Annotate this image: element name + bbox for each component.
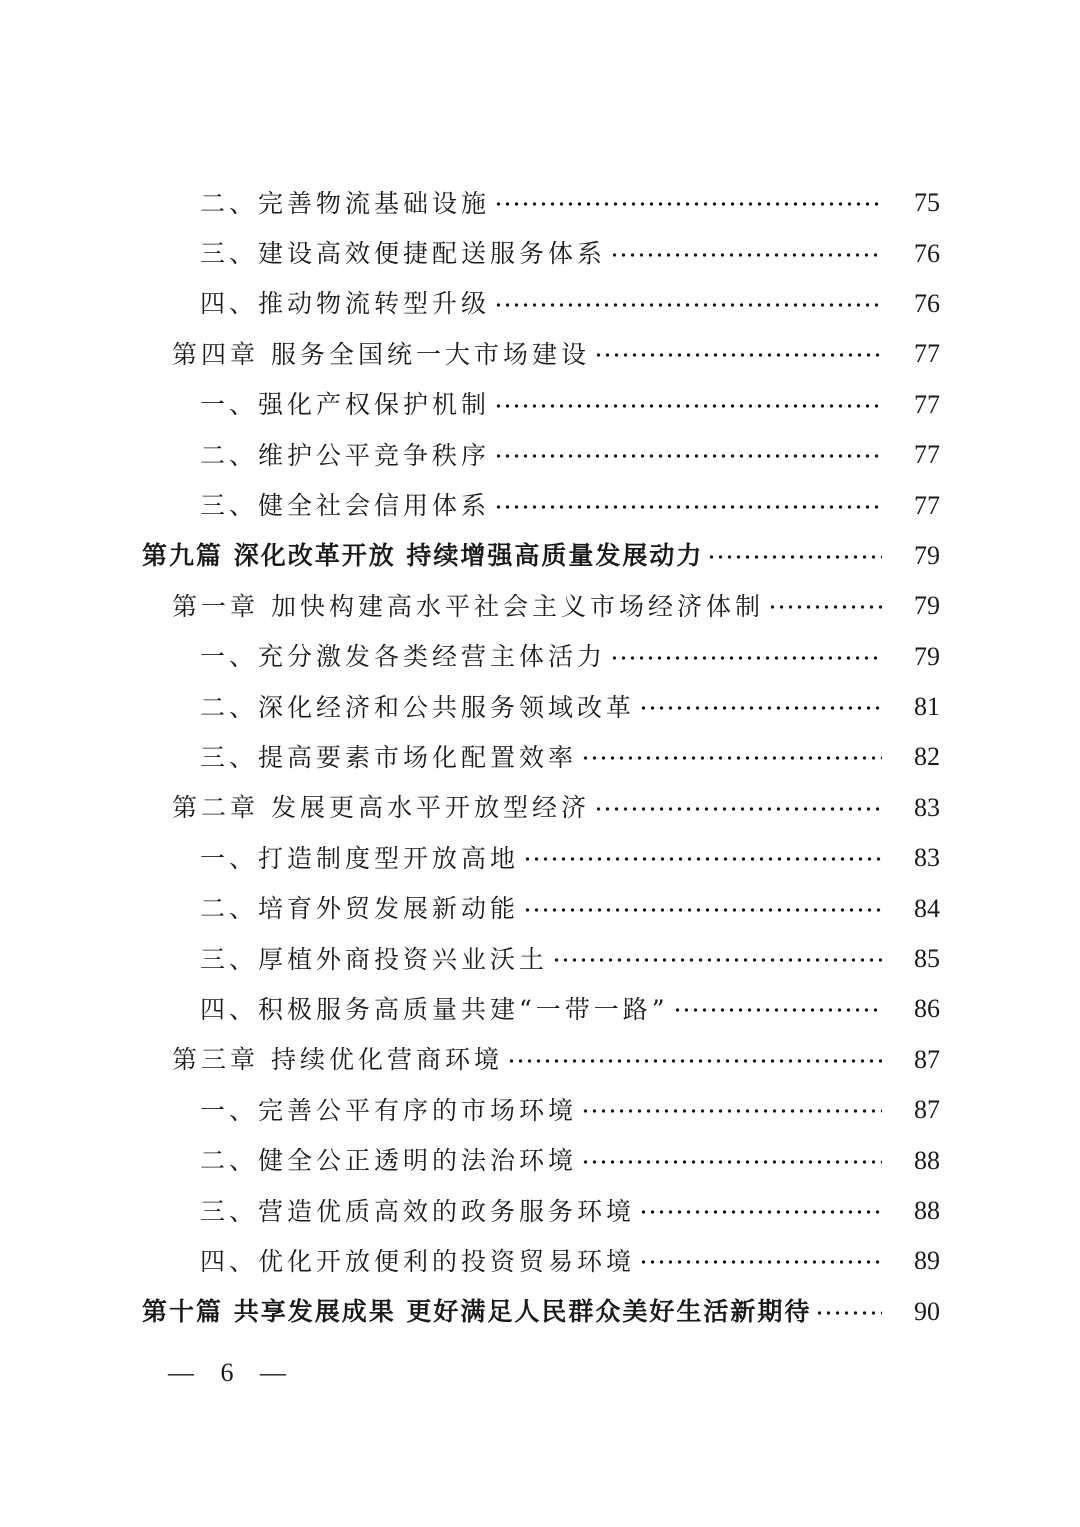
dot-leader [581,1108,882,1114]
toc-chapter-row [0,1035,1080,1085]
toc-entry-title: 第二章 发展更高水平开放型经济 [172,793,590,823]
dot-leader [594,806,882,812]
toc-section-row [0,1236,1080,1286]
toc-page-number: 83 [914,843,940,873]
toc-page-number: 77 [914,389,940,419]
toc-page-number: 77 [914,490,940,520]
toc-entry-title: 二、完善物流基础设施 [200,188,491,218]
toc-chapter-row [0,783,1080,833]
toc-page-number: 87 [914,1095,940,1125]
toc-entry-title: 二、健全公正透明的法治环境 [200,1146,578,1176]
dot-leader [494,403,882,409]
dot-leader [639,1259,882,1265]
dot-leader [507,1058,882,1064]
dot-leader [494,453,882,459]
dot-leader [581,755,882,761]
toc-section-row [0,279,1080,329]
dot-leader [639,705,882,711]
toc-page-number: 81 [914,692,940,722]
dot-leader [523,856,882,862]
toc-entry-title: 二、培育外贸发展新动能 [200,894,520,924]
dot-leader [610,252,882,258]
toc-entry-title: 三、建设高效便捷配送服务体系 [200,239,607,269]
dot-leader [594,352,882,358]
toc-entry-title: 第九篇 深化改革开放 持续增强高质量发展动力 [142,541,704,571]
toc-entry-title: 四、推动物流转型升级 [200,289,491,319]
toc-entry-title: 一、完善公平有序的市场环境 [200,1095,578,1125]
toc-page-number: 85 [914,944,940,974]
toc-page-number: 87 [914,1044,940,1074]
toc-entry-title: 三、提高要素市场化配置效率 [200,742,578,772]
toc-page-number: 90 [914,1296,940,1326]
dot-leader [673,1007,882,1013]
toc-page-number: 84 [914,893,940,923]
toc-entry-title: 三、厚植外商投资兴业沃土 [200,944,549,974]
dot-leader [523,907,882,913]
page-number: — 6 — [168,1358,296,1387]
toc-section-row [0,1135,1080,1185]
toc-page-number: 77 [914,339,940,369]
toc-page-number: 86 [914,994,940,1024]
toc-entry-title: 一、充分激发各类经营主体活力 [200,642,607,672]
toc-entry-title: 一、打造制度型开放高地 [200,843,520,873]
toc-section-row [0,178,1080,228]
toc-section-row [0,984,1080,1034]
toc-entry-title: 三、健全社会信用体系 [200,491,491,521]
toc-entry-title: 四、积极服务高质量共建“一带一路” [200,994,669,1024]
toc-part-row [0,531,1080,581]
toc-chapter-row [0,329,1080,379]
toc-page-number: 77 [914,440,940,470]
toc-entry-title: 第四章 服务全国统一大市场建设 [172,339,590,369]
toc-section-row [0,632,1080,682]
dot-leader [610,655,882,661]
toc-page-number: 89 [914,1246,940,1276]
toc-page-number: 88 [914,1145,940,1175]
toc-entry-title: 三、营造优质高效的政务服务环境 [200,1196,636,1226]
toc-entry-title: 第十篇 共享发展成果 更好满足人民群众美好生活新期待 [142,1297,812,1327]
toc-section-row [0,228,1080,278]
toc-section-row [0,380,1080,430]
toc-page-number: 83 [914,792,940,822]
dot-leader [815,1310,882,1316]
toc-page-number: 82 [914,742,940,772]
toc-page-number: 76 [914,238,940,268]
toc-entry-title: 第一章 加快构建高水平社会主义市场经济体制 [172,591,764,621]
table-of-contents [0,178,1080,1337]
toc-chapter-row [0,581,1080,631]
toc-entry-title: 第三章 持续优化营商环境 [172,1045,503,1075]
toc-section-row [0,732,1080,782]
toc-page-number: 79 [914,641,940,671]
toc-section-row [0,1186,1080,1236]
dot-leader [707,554,882,560]
toc-section-row [0,430,1080,480]
toc-section-row [0,833,1080,883]
toc-entry-title: 四、优化开放便利的投资贸易环境 [200,1246,636,1276]
dot-leader [552,957,882,963]
toc-entry-title: 二、深化经济和公共服务领域改革 [200,692,636,722]
dot-leader [581,1159,882,1165]
toc-part-row [0,1287,1080,1337]
toc-page-number: 75 [914,188,940,218]
dot-leader [639,1209,882,1215]
toc-section-row [0,1085,1080,1135]
toc-page-number: 88 [914,1196,940,1225]
toc-section-row [0,934,1080,984]
dot-leader [494,201,882,207]
toc-section-row [0,883,1080,933]
dot-leader [494,504,882,510]
toc-section-row [0,480,1080,530]
toc-page-number: 79 [914,591,940,621]
toc-page-number: 79 [914,540,940,570]
toc-entry-title: 二、维护公平竞争秩序 [200,440,491,470]
toc-section-row [0,682,1080,732]
dot-leader [768,604,882,610]
toc-page-number: 76 [914,288,940,318]
dot-leader [494,302,882,308]
toc-entry-title: 一、强化产权保护机制 [200,390,491,420]
